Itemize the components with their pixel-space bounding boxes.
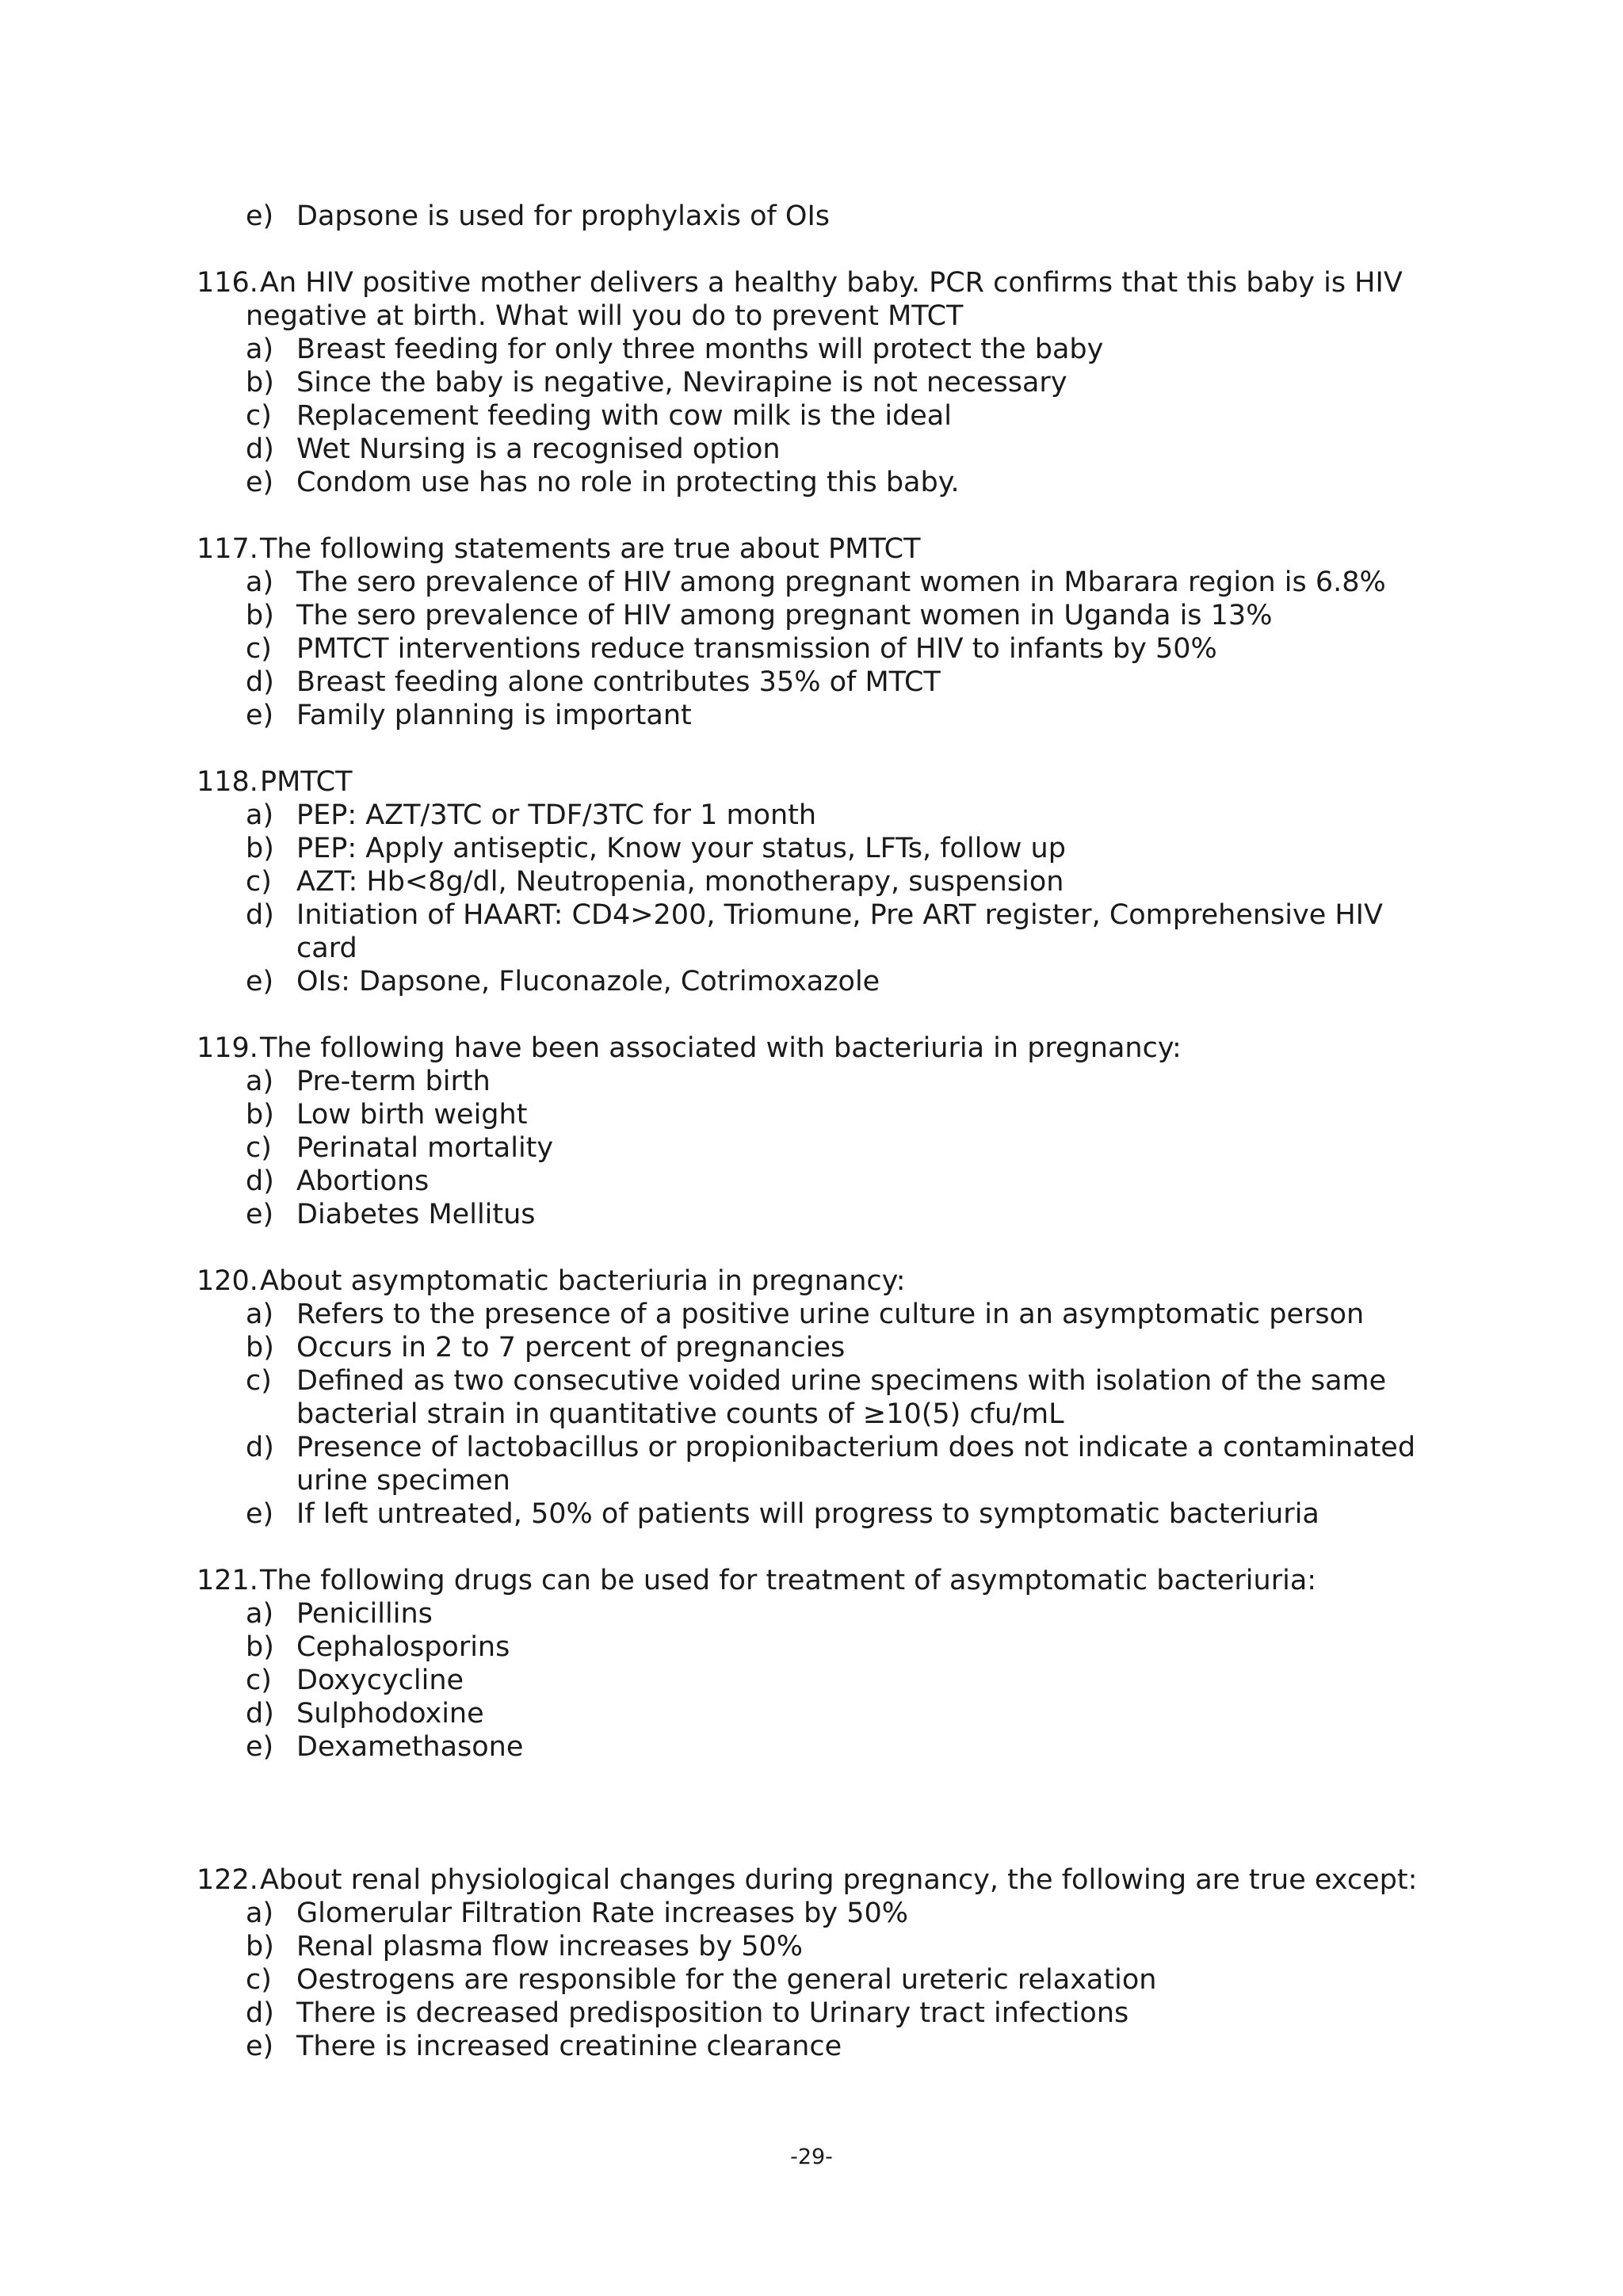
option-label: b) — [246, 1099, 274, 1131]
option-label: b) — [246, 1332, 274, 1363]
option-label: d) — [246, 1997, 274, 2029]
option-label: a) — [246, 799, 274, 831]
option-text: Wet Nursing is a recognised option — [296, 433, 781, 465]
option-text: PEP: Apply antiseptic, Know your status, LFTs, follow up — [296, 833, 1066, 864]
option-text: Penicillins — [296, 1598, 433, 1630]
question-number: 118. — [197, 766, 258, 798]
question-text: The following have been associated with bacteriuria in pregnancy: — [260, 1032, 1182, 1064]
option-text: Dexamethasone — [296, 1731, 524, 1763]
option-label: b) — [246, 367, 274, 399]
option-label: b) — [246, 600, 274, 631]
question-number: 117. — [197, 533, 258, 565]
option-text: There is increased creatinine clearance — [296, 2031, 842, 2062]
option-text: Family planning is important — [296, 700, 692, 731]
option-label: a) — [246, 1897, 274, 1929]
continuation-text: card — [296, 933, 357, 964]
option-label: a) — [246, 1598, 274, 1630]
option-text: PMTCT interventions reduce transmission of HIV to infants by 50% — [296, 633, 1217, 665]
option-label: c) — [246, 1964, 272, 1996]
option-label: d) — [246, 1432, 274, 1463]
question-text: PMTCT — [260, 766, 353, 798]
option-text: Doxycycline — [296, 1665, 464, 1696]
option-text: Condom use has no role in protecting this baby. — [296, 467, 960, 498]
option-label: b) — [246, 1931, 274, 1962]
option-text: Pre-term birth — [296, 1066, 491, 1097]
option-text: The sero prevalence of HIV among pregnant women in Mbarara region is 6.8% — [296, 566, 1386, 598]
option-text: There is decreased predisposition to Urinary tract infections — [296, 1997, 1129, 2029]
option-label: c) — [246, 400, 272, 432]
option-label: a) — [246, 566, 274, 598]
option-text: Diabetes Mellitus — [296, 1199, 536, 1230]
continuation-text: urine specimen — [296, 1465, 510, 1497]
option-text: Dapsone is used for prophylaxis of OIs — [296, 200, 831, 232]
option-text: Initiation of HAART: CD4>200, Triomune, Pre ART register, Comprehensive HIV — [296, 899, 1383, 931]
continuation-text: negative at birth. What will you do to prevent MTCT — [246, 300, 964, 332]
option-label: e) — [246, 200, 274, 232]
option-label: d) — [246, 666, 274, 698]
option-label: b) — [246, 1631, 274, 1663]
option-label: e) — [246, 467, 274, 498]
option-text: If left untreated, 50% of patients will progress to symptomatic bacteriuria — [296, 1498, 1319, 1530]
option-text: Glomerular Filtration Rate increases by 50% — [296, 1897, 909, 1929]
option-text: Cephalosporins — [296, 1631, 510, 1663]
option-text: Sulphodoxine — [296, 1698, 484, 1730]
question-text: The following statements are true about PMTCT — [260, 533, 921, 565]
option-label: d) — [246, 899, 274, 931]
option-text: Low birth weight — [296, 1099, 528, 1131]
question-text: The following drugs can be used for treatment of asymptomatic bacteriuria: — [260, 1565, 1317, 1596]
option-label: e) — [246, 1199, 274, 1230]
option-text: Presence of lactobacillus or propionibacterium does not indicate a contaminated — [296, 1432, 1416, 1463]
option-text: AZT: Hb<8g/dl, Neutropenia, monotherapy, suspension — [296, 866, 1064, 898]
option-label: c) — [246, 1132, 272, 1164]
option-text: Defined as two consecutive voided urine specimens with isolation of the same — [296, 1365, 1387, 1397]
question-number: 120. — [197, 1265, 258, 1297]
option-text: PEP: AZT/3TC or TDF/3TC for 1 month — [296, 799, 817, 831]
option-label: c) — [246, 1365, 272, 1397]
option-text: Occurs in 2 to 7 percent of pregnancies — [296, 1332, 846, 1363]
option-label: b) — [246, 833, 274, 864]
option-label: e) — [246, 1498, 274, 1530]
option-label: a) — [246, 1066, 274, 1097]
option-text: Replacement feeding with cow milk is the ideal — [296, 400, 952, 432]
option-label: e) — [246, 700, 274, 731]
option-label: e) — [246, 966, 274, 997]
option-label: d) — [246, 1165, 274, 1197]
question-text: An HIV positive mother delivers a healthy baby. PCR confirms that this baby is HIV — [260, 267, 1403, 299]
option-text: The sero prevalence of HIV among pregnant women in Uganda is 13% — [296, 600, 1273, 631]
question-text: About renal physiological changes during pregnancy, the following are true except: — [260, 1864, 1418, 1896]
option-label: c) — [246, 1665, 272, 1696]
option-label: c) — [246, 866, 272, 898]
option-text: Perinatal mortality — [296, 1132, 554, 1164]
page-number: -29- — [790, 2145, 833, 2169]
option-text: Since the baby is negative, Nevirapine is not necessary — [296, 367, 1067, 399]
question-number: 116. — [197, 267, 258, 299]
option-label: d) — [246, 433, 274, 465]
option-text: Oestrogens are responsible for the general ureteric relaxation — [296, 1964, 1157, 1996]
question-number: 121. — [197, 1565, 258, 1596]
option-label: a) — [246, 334, 274, 365]
option-text: Refers to the presence of a positive urine culture in an asymptomatic person — [296, 1299, 1365, 1330]
option-label: e) — [246, 1731, 274, 1763]
question-text: About asymptomatic bacteriuria in pregnancy: — [260, 1265, 906, 1297]
option-text: Renal plasma flow increases by 50% — [296, 1931, 803, 1962]
option-label: d) — [246, 1698, 274, 1730]
continuation-text: bacterial strain in quantitative counts of ≥10(5) cfu/mL — [296, 1398, 1064, 1430]
question-number: 119. — [197, 1032, 258, 1064]
option-text: Abortions — [296, 1165, 430, 1197]
option-label: a) — [246, 1299, 274, 1330]
option-text: OIs: Dapsone, Fluconazole, Cotrimoxazole — [296, 966, 880, 997]
option-label: c) — [246, 633, 272, 665]
option-text: Breast feeding alone contributes 35% of MTCT — [296, 666, 941, 698]
option-text: Breast feeding for only three months will protect the baby — [296, 334, 1104, 365]
question-number: 122. — [197, 1864, 258, 1896]
option-label: e) — [246, 2031, 274, 2062]
